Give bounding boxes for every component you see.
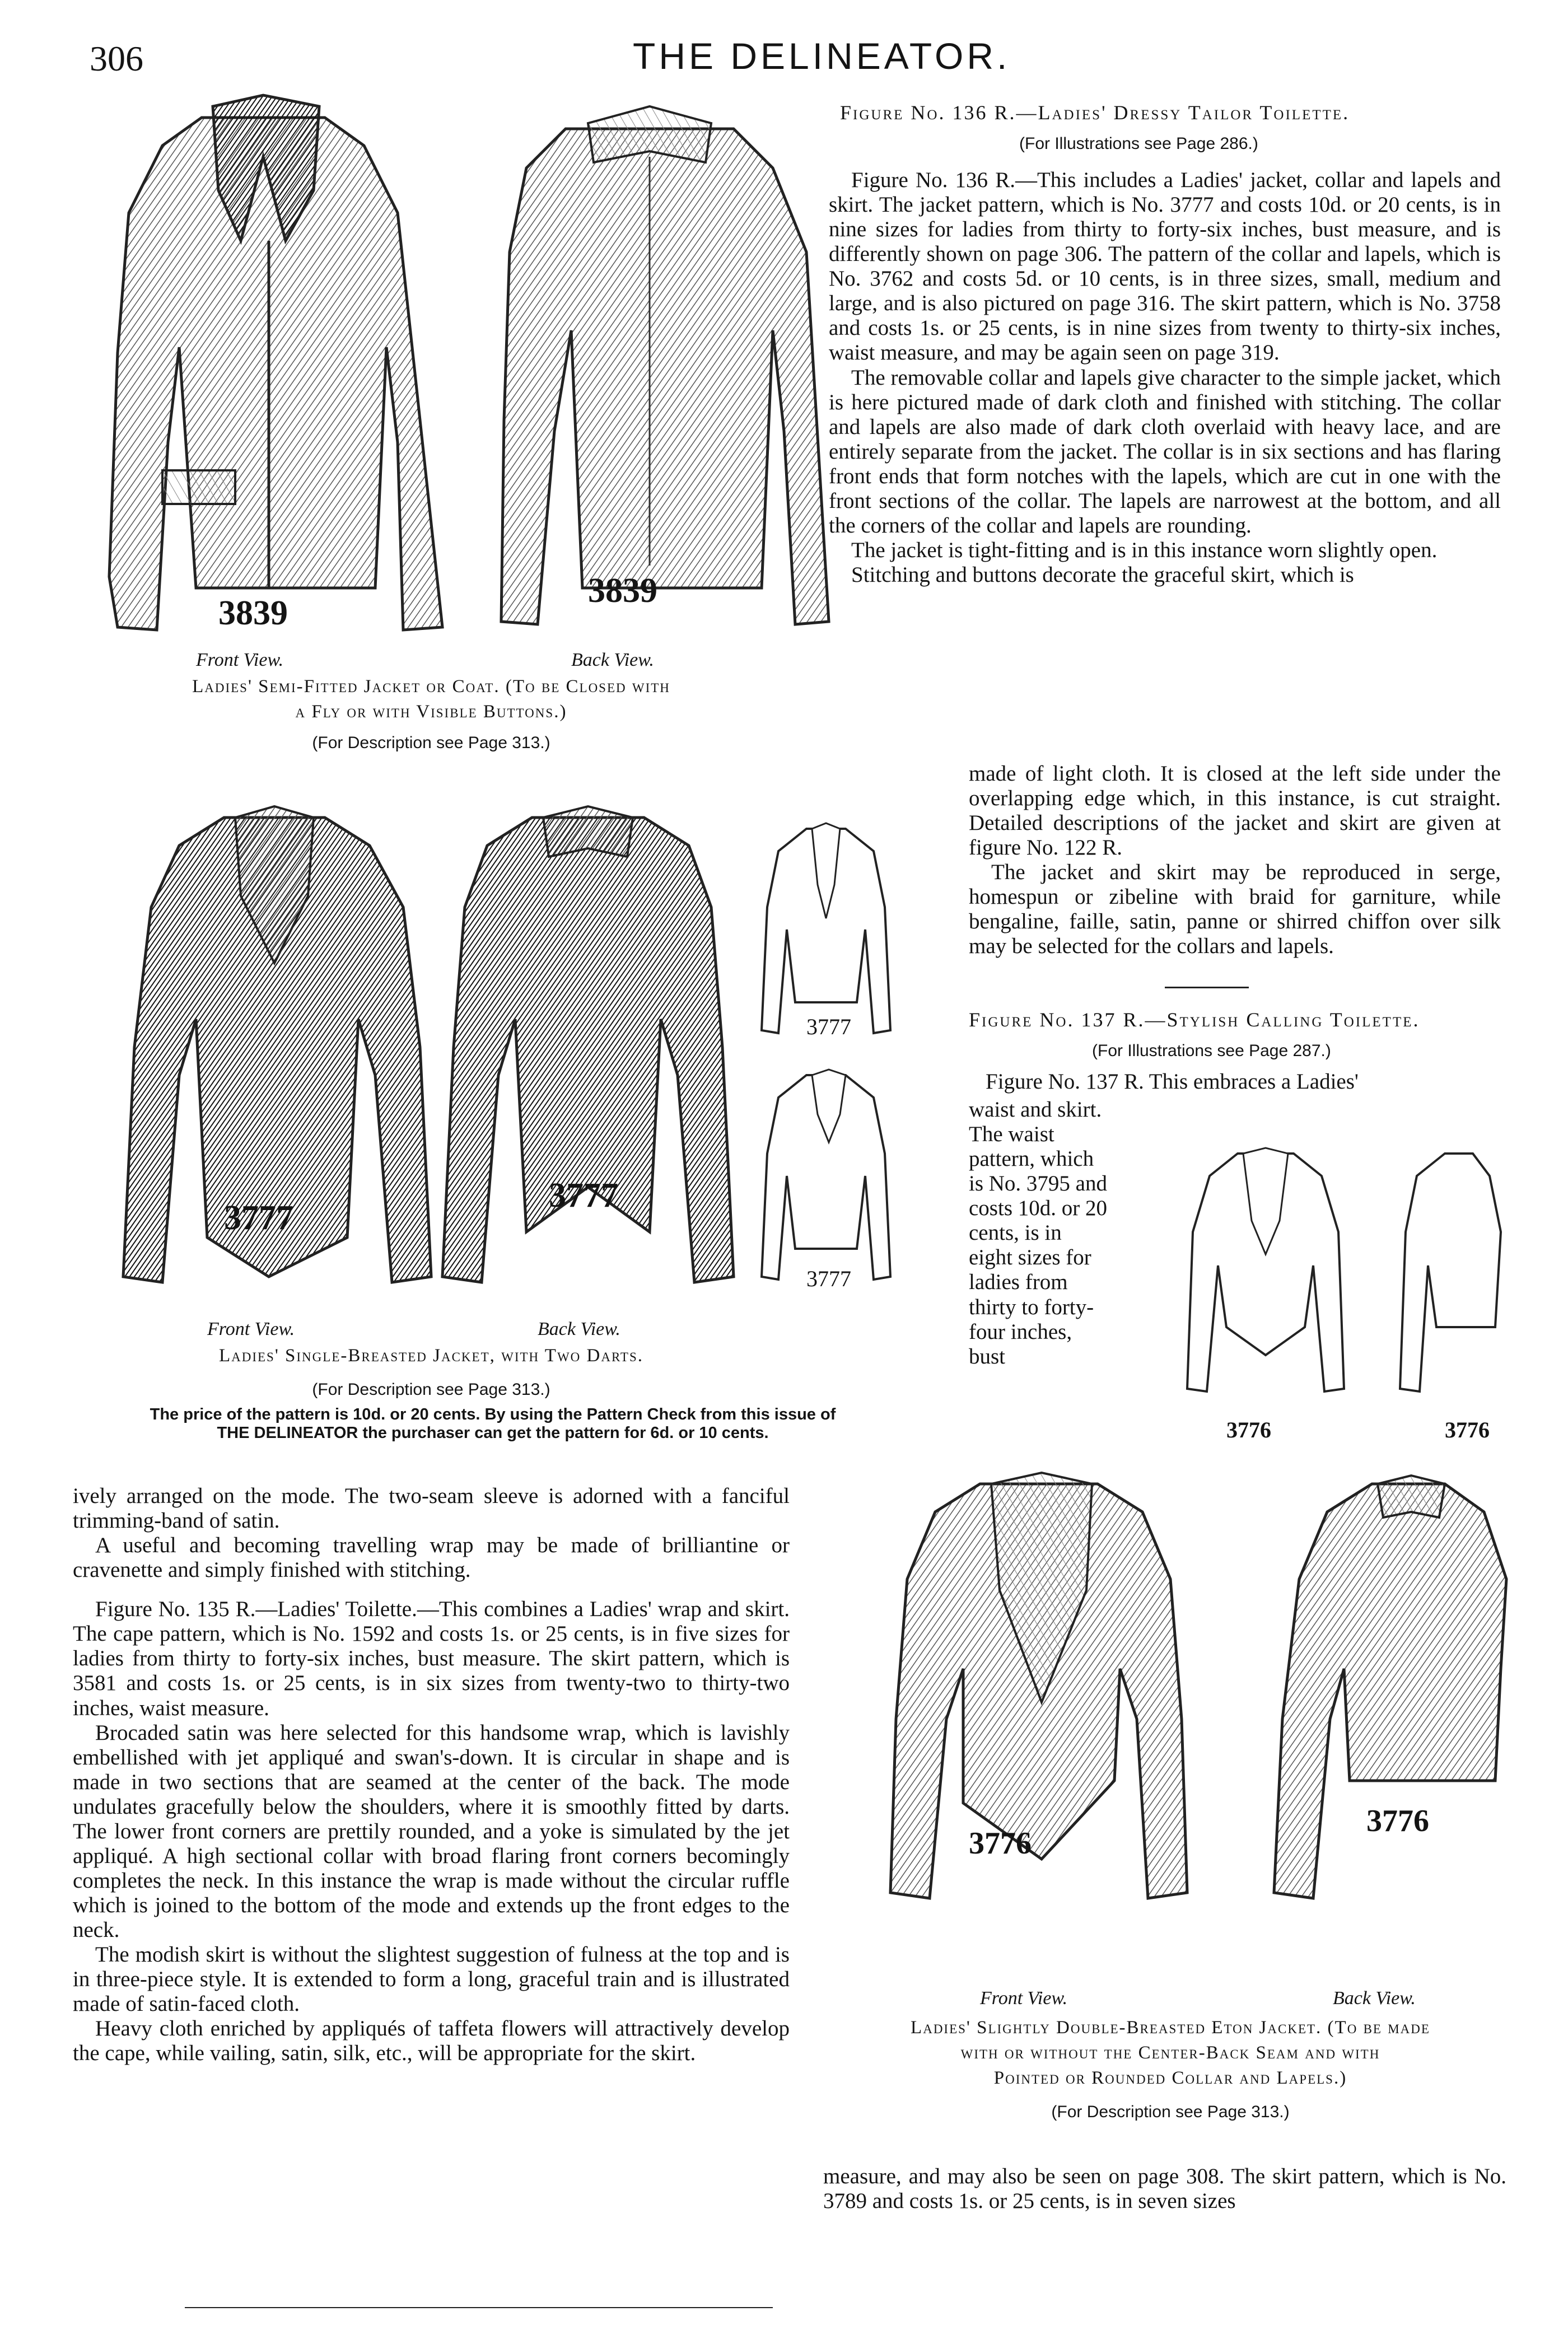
paragraph: made of light cloth. It is closed at the left side under the overlapping edge which, in this instance, is cut straight. Detailed descriptions of the jacket and skirt are given at figure No. 122 R.	[969, 762, 1501, 860]
paragraph: Figure No. 136 R.—This includes a Ladies' jacket, collar and lapels and skirt. The jacket pattern, which is No. 3777 and costs 10d. or 20 cents, is in nine sizes for ladies from thirty to forty-six inches, bust measure, and is differently shown on page 306. The pattern of the collar and lapels, which is No. 3762 and costs 5d. or 10 cents, is in three sizes, small, medium and large, and is also pictured on page 316. The skirt pattern, which is No. 3758 and costs 1s. or 25 cents, is in nine sizes from twenty to thirty-six inches, waist measure, and may be again seen on page 319.	[829, 168, 1501, 365]
description-reference: (For Description see Page 313.)	[312, 1380, 550, 1399]
price-note-line: THE DELINEATOR the purchaser can get the pattern for 6d. or 10 cents.	[217, 1424, 769, 1442]
back-view-label: Back View.	[538, 1319, 620, 1339]
jacket-3777-small-front-illustration	[745, 818, 913, 1053]
pattern-number-label: 3776	[1445, 1417, 1490, 1442]
magazine-title: THE DELINEATOR.	[633, 35, 1011, 77]
paragraph: Stitching and buttons decorate the graceful skirt, which is	[851, 563, 1354, 587]
jacket-3776-front-illustration	[874, 1467, 1210, 1937]
figure-caption: with or without the Center-Back Seam and with	[960, 2043, 1380, 2063]
pattern-number-label: 3777	[224, 1199, 293, 1237]
jacket-3839-front-illustration	[84, 84, 420, 644]
price-note-line: The price of the pattern is 10d. or 20 cents. By using the Pattern Check from this issue of	[150, 1406, 836, 1423]
article-text-left-column	[73, 1484, 790, 2066]
jacket-3839-back-illustration	[493, 84, 806, 644]
description-reference: (For Description see Page 313.)	[312, 734, 550, 752]
figure-caption: Ladies' Slightly Double-Breasted Eton Jacket. (To be made	[911, 2018, 1430, 2038]
paragraph: The jacket is tight-fitting and is in this instance worn slightly open.	[851, 538, 1438, 562]
figure-caption: Pointed or Rounded Collar and Lapels.)	[993, 2068, 1347, 2088]
pattern-number-label: 3839	[218, 594, 288, 632]
jacket-3777-small-back-illustration	[745, 1064, 913, 1299]
paragraph: ively arranged on the mode. The two-seam sleeve is adorned with a fanciful trimming-band of satin.	[73, 1484, 790, 1533]
pattern-number-label: 3777	[806, 1014, 851, 1039]
page-bottom-rule	[185, 2307, 773, 2308]
figure-caption: Ladies' Semi-Fitted Jacket or Coat. (To be Closed with	[192, 676, 670, 697]
paragraph: A useful and becoming travelling wrap may be made of brilliantine or cravenette and simply finished with stitching.	[73, 1533, 790, 1582]
paragraph: The removable collar and lapels give character to the simple jacket, which is here pictured made of dark cloth and finished with stitching. The collar and lapels are also made of dark cloth overlaid with heavy lace, and are entirely separate from the jacket. The collar is in six sections and has flaring front ends that form notches with the lapels, which are cut in one with the front sections of the collar. The lapels are narrowest at the bottom, and all the corners of the collar and lapels are rounding.	[829, 365, 1501, 538]
jacket-3777-back-illustration	[431, 795, 745, 1322]
paragraph: Figure No. 135 R.—Ladies' Toilette.—This combines a Ladies' wrap and skirt. The cape pattern, which is No. 1592 and costs 1s. or 25 cents, is in five sizes for ladies from thirty to forty-six inches, bust measure. The skirt pattern, which is 3581 and costs 1s. or 25 cents, is in six sizes from twenty-two to thirty-two inches, waist measure.	[73, 1597, 790, 1720]
pattern-number-label: 3776	[1226, 1417, 1271, 1442]
paragraph: Brocaded satin was here selected for this handsome wrap, which is lavishly embellished with jet appliqué and swan's-down. It is circular in shape and is made in two sections that are seamed at the center of the back. The mode undulates gracefully below the shoulders, where it is smoothly fitted by darts. The lower front corners are prettily rounded, and a yoke is simulated by the jet appliqué. A high sectional collar with broad flaring front corners becomingly completes the neck. In this instance the wrap is made without the circular ruffle which is joined to the bottom of the mode and extends up the front edges to the neck.	[73, 1720, 790, 1943]
back-view-label: Back View.	[571, 650, 654, 670]
jacket-3776-small-back-illustration	[1394, 1142, 1506, 1467]
pattern-number-label: 3776	[1366, 1804, 1429, 1838]
front-view-label: Front View.	[207, 1319, 295, 1339]
paragraph: Heavy cloth enriched by appliqués of taffeta flowers will attractively develop the cape, while vailing, satin, silk, etc., will be appropriate for the skirt.	[73, 2016, 790, 2066]
jacket-3777-front-illustration	[112, 795, 437, 1322]
figure-caption: a Fly or with Visible Buttons.)	[295, 702, 567, 722]
description-reference: (For Description see Page 313.)	[1051, 2103, 1290, 2121]
paragraph: The modish skirt is without the slightest suggestion of fulness at the top and is in three-piece style. It is extended to form a long, graceful train and is illustrated made of satin-faced cloth.	[73, 1943, 790, 2016]
article-intro-137r: Figure No. 137 R. This embraces a Ladies'	[986, 1070, 1359, 1094]
section-subheading: (For Illustrations see Page 287.)	[1092, 1042, 1331, 1060]
front-view-label: Front View.	[980, 1988, 1068, 2009]
front-view-label: Front View.	[196, 650, 284, 670]
section-subheading: (For Illustrations see Page 286.)	[1019, 134, 1258, 153]
section-heading: Figure No. 136 R.—Ladies' Dressy Tailor Toilette.	[840, 101, 1350, 124]
pattern-number-label: 3777	[806, 1266, 851, 1291]
pattern-price-note	[56, 1406, 930, 1443]
page-number: 306	[90, 39, 143, 78]
jacket-3776-back-illustration	[1260, 1467, 1529, 1937]
figure-caption: Ladies' Single-Breasted Jacket, with Two Darts.	[218, 1346, 644, 1366]
jacket-3776-small-front-illustration	[1176, 1142, 1355, 1467]
pattern-number-label: 3839	[588, 572, 657, 610]
back-view-label: Back View.	[1333, 1988, 1416, 2009]
section-divider	[1165, 987, 1249, 988]
pattern-number-label: 3777	[549, 1176, 618, 1215]
pattern-number-label: 3776	[969, 1826, 1032, 1861]
article-text-136r-cont	[969, 762, 1501, 959]
article-text-137r-continued: measure, and may also be seen on page 308. The skirt pattern, which is No. 3789 and costs 1s. or 25 cents, is in seven sizes	[823, 2164, 1506, 2214]
section-heading: Figure No. 137 R.—Stylish Calling Toilette.	[969, 1008, 1420, 1031]
paragraph: The jacket and skirt may be reproduced in serge, homespun or zibeline with braid for garniture, while bengaline, faille, satin, panne or shirred chiffon over silk may be selected for the collars and lapels.	[969, 860, 1501, 959]
article-text-137r-narrow: waist and skirt. The waist pattern, which is No. 3795 and costs 10d. or 20 cents, is in eight sizes for ladies from thirty to forty-four inches, bust	[969, 1098, 1107, 1369]
article-text-136r	[829, 168, 1501, 587]
